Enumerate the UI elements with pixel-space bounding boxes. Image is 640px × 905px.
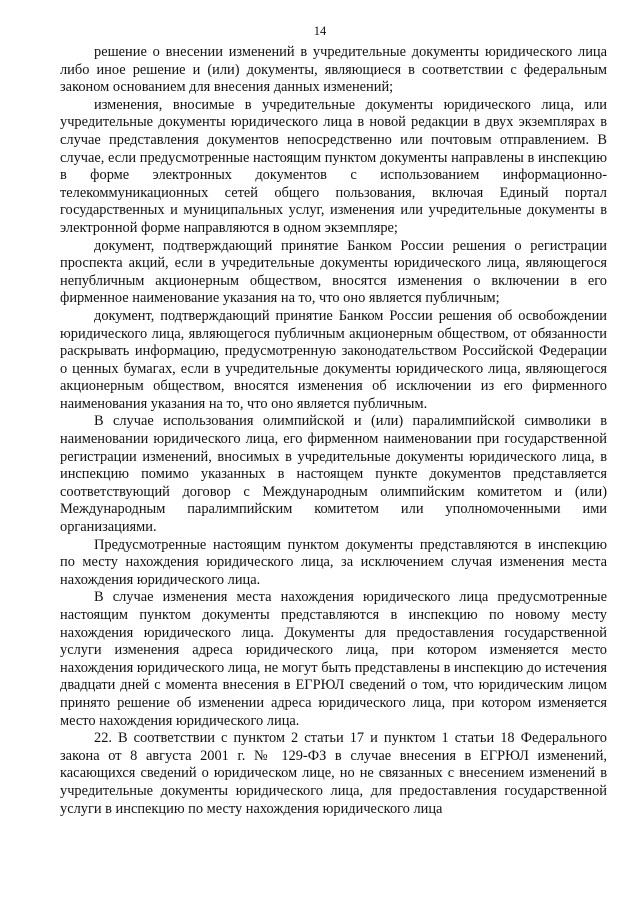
paragraph-section-22: 22. В соответствии с пунктом 2 статьи 17 и пунктом 1 статьи 18 Федерального закона от 8 августа 2001 г. № 129-ФЗ в случае внесения в ЕГРЮЛ изменений, касающихся сведений о юридическом лице, но не связанных с внесением изменений в учредительные документы юридического лица, для предоставления государственной услуги в инспекцию по месту нахождения юридического лица xyxy=(60,730,607,817)
document-body xyxy=(60,44,607,818)
page-number: 14 xyxy=(313,24,327,38)
paragraph-location-change: В случае изменения места нахождения юридического лица предусмотренные настоящим пунктом документы представляются в инспекцию по новому месту нахождения юридического лица. Документы для предоставления государственной услуги изменения адреса юридического лица, при котором изменяется место нахождения юридического лица, не могут быть представлены в инспекцию до истечения двадцати дней с момента внесения в ЕГРЮЛ сведений о том, что юридическим лицом принято решение об изменении адреса юридического лица, при котором изменяется место нахождения юридического лица. xyxy=(60,589,607,729)
paragraph-olympic-symbols: В случае использования олимпийской и (или) паралимпийской символики в наименовании юридического лица, его фирменном наименовании при государственной регистрации изменений, вносимых в учредительные документы юридического лица, в инспекцию помимо указанных в настоящем пункте документов представляется соответствующий договор с Международным олимпийским комитетом и (или) Международным паралимпийским комитетом или уполномоченными ими организациями. xyxy=(60,413,607,536)
paragraph-prospectus-registration: документ, подтверждающий принятие Банком России решения о регистрации проспекта акций, если в учредительные документы юридического лица, являющегося непубличным акционерным обществом, вносятся изменения о включении в его фирменное наименование указания на то, что оно является публичным; xyxy=(60,237,607,307)
paragraph-filing-location: Предусмотренные настоящим пунктом документы представляются в инспекцию по месту нахождения юридического лица, за исключением случая изменения места нахождения юридического лица. xyxy=(60,536,607,588)
paragraph-charter-amendments: изменения, вносимые в учредительные документы юридического лица, или учредительные документы юридического лица в новой редакции в двух экземплярах в случае представления документов непосредственно или почтовым отправлением. В случае, если предусмотренные настоящим пунктом документы направлены в инспекцию в форме электронных документов с использованием информационно-телекоммуникационных сетей общего пользования, включая Единый портал государственных и муниципальных услуг, изменения или учредительные документы в электронной форме направляются в одном экземпляре; xyxy=(60,96,607,236)
paragraph-disclosure-exemption: документ, подтверждающий принятие Банком России решения об освобождении юридического лица, являющегося публичным акционерным обществом, от обязанности раскрывать информацию, предусмотренную законодательством Российской Федерации о ценных бумагах, если в учредительные документы юридического лица, являющегося акционерным обществом, вносятся изменения об исключении из его фирменного наименования указания на то, что оно является публичным. xyxy=(60,307,607,412)
paragraph-founding-decision: решение о внесении изменений в учредительные документы юридического лица либо иное решение и (или) документы, являющиеся в соответствии с федеральным законом основанием для внесения данных изменений; xyxy=(60,44,607,96)
